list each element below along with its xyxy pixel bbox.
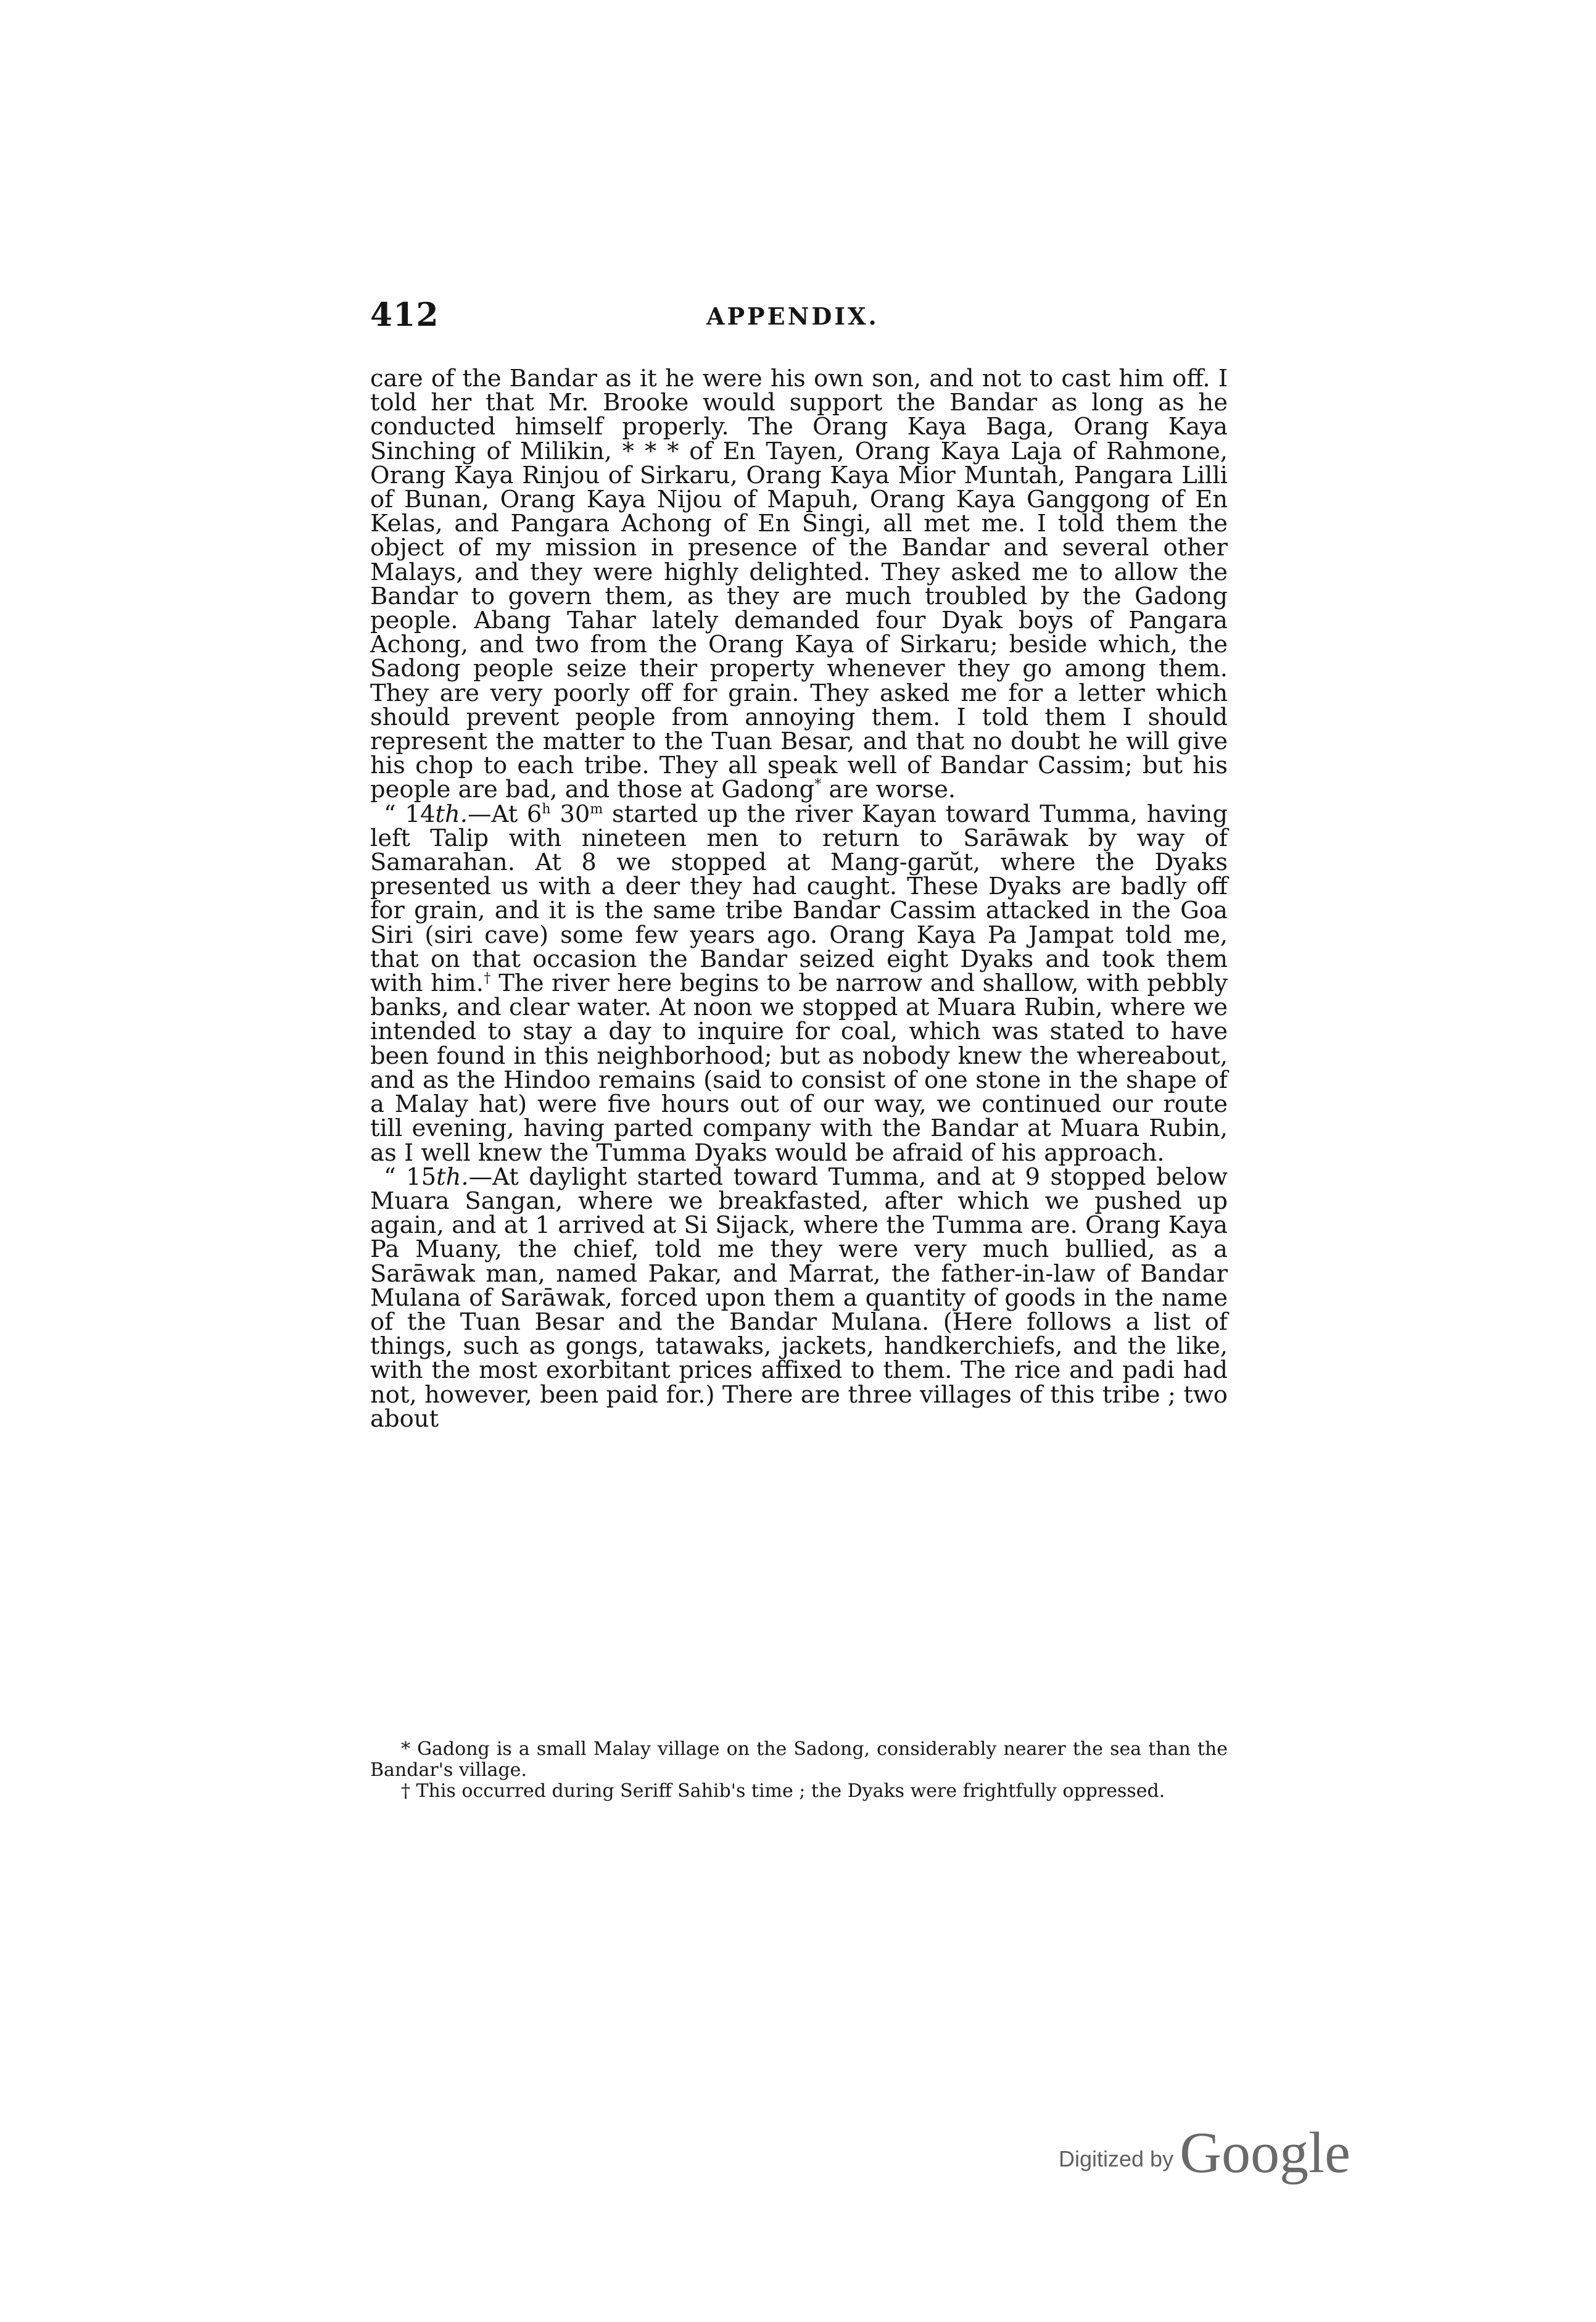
page-header — [370, 296, 1228, 333]
footnote-2-mark: † — [401, 1780, 410, 1802]
digitization-watermark — [1059, 2114, 1350, 2185]
paragraph-15th — [370, 1165, 1228, 1431]
google-logo: Google — [1180, 2121, 1350, 2185]
hours-superscript: h — [542, 801, 551, 817]
footnote-1-mark: * — [401, 1738, 410, 1760]
time-entry-hours: —At 6 — [467, 800, 542, 828]
footnotes — [370, 1739, 1228, 1802]
date-entry-ordinal: th. — [435, 800, 468, 828]
date-entry-open: “ 14 — [384, 800, 436, 828]
paragraph-text-end: The river here begins to be narrow and shallow, with pebbly banks, and clear water. At noon we stopped at Muara Rubin, where we intended to stay a day to inquire for coal, which was stated to have been found in this neighborhood; but as nobody knew the whereabout, and as the Hindoo remains (said to consist of one stone in the shape of a Malay hat) were five hours out of our way, we continued our route till evening, having parted company with the Bandar at Muara Rubin, as I well knew the Tumma Dyaks would be afraid of his approach. — [370, 969, 1228, 1167]
paragraph-14th — [370, 802, 1228, 1165]
time-entry-minutes: 30 — [550, 800, 590, 828]
footnote-2 — [370, 1781, 1228, 1802]
paragraph-text-end: are worse. — [821, 776, 956, 804]
footnote-reference-asterisk: * — [814, 777, 822, 793]
date-entry-ordinal: th. — [436, 1163, 469, 1191]
paragraph-text: started up the river Kayan toward Tumma, having left Talip with nineteen men to return to Sarāwak by way of Samarahan. At 8 we stopped at Mang-garŭt, where the Dyaks presented us with a deer they had caught. These Dyaks are badly off for grain, and it is the same tribe Bandar Cassim attacked in the Goa Siri (siri cave) some few years ago. Orang Kaya Pa Jampat told me, that on that occasion the Bandar seized eight Dyaks and took them with him. — [370, 800, 1228, 998]
paragraph-text: care of the Bandar as it he were his own son, and not to cast him off. I told her that Mr. Brooke would support the Bandar as long as he conducted himself properly. The Orang Kaya Baga, Orang Kaya Sinching of Milikin, * * * of En Tayen, Orang Kaya Laja of Rahmone, Orang Kaya Rinjou of Sirkaru, Orang Kaya Mior Muntah, Pangara Lilli of Bunan, Orang Kaya Nijou of Mapuh, Orang Kaya Ganggong of En Kelas, and Pangara Achong of En Singi, all met me. I told them the object of my mission in presence of the Bandar and several other Malays, and they were highly delighted. They asked me to allow the Bandar to govern them, as they are much troubled by the Gadong people. Abang Tahar lately demanded four Dyak boys of Pangara Achong, and two from the Orang Kaya of Sirkaru; beside which, the Sadong people seize their property whenever they go among them. They are very poorly off for grain. They asked me for a letter which should prevent people from annoying them. I told them I should represent the matter to the Tuan Besar, and that no doubt he will give his chop to each tribe. They all speak well of Bandar Cassim; but his people are bad, and those at Gadong — [370, 365, 1228, 804]
footnote-reference-dagger: † — [483, 971, 491, 987]
footnote-1 — [370, 1739, 1228, 1781]
paragraph-text: —At daylight started toward Tumma, and at 9 stopped below Muara Sangan, where we breakfasted, after which we pushed up again, and at 1 arrived at Si Sijack, where the Tumma are. Orang Kaya Pa Muany, the chief, told me they were very much bullied, as a Sarāwak man, named Pakar, and Marrat, the father-in-law of Bandar Mulana of Sarāwak, forced upon them a quantity of goods in the name of the Tuan Besar and the Bandar Mulana. (Here follows a list of things, such as gongs, tatawaks, jackets, handkerchiefs, and the like, with the most exorbitant prices affixed to them. The rice and padi had not, however, been paid for.) There are three villages of this tribe ; two about — [370, 1163, 1228, 1433]
minutes-superscript: m — [590, 801, 603, 817]
footnote-2-text: This occurred during Seriff Sahib's time ; the Dyaks were frightfully oppressed. — [410, 1780, 1165, 1802]
page-number: 412 — [370, 296, 439, 334]
running-head: APPENDIX. — [706, 302, 879, 330]
footnote-1-text: Gadong is a small Malay village on the Sadong, considerably nearer the sea than the Bandar's village. — [370, 1738, 1228, 1781]
date-entry-open: “ 15 — [384, 1163, 437, 1191]
paragraph-continuation — [370, 367, 1228, 802]
digitized-by-label: Digitized by — [1059, 2146, 1174, 2171]
body-text — [370, 367, 1228, 1431]
